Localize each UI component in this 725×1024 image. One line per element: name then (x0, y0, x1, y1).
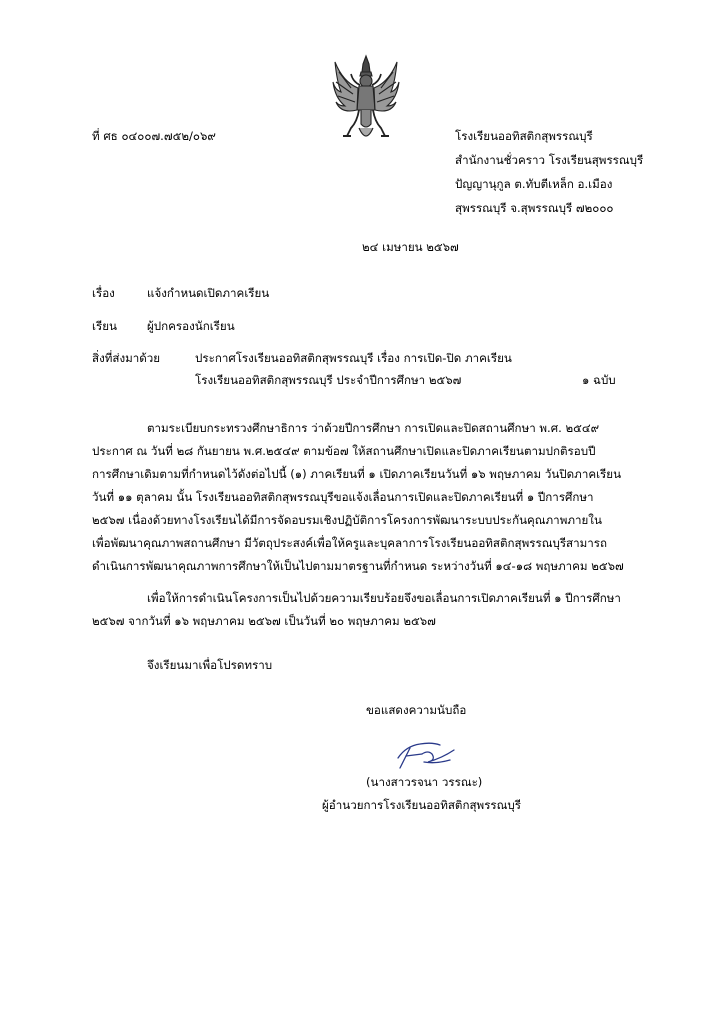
recipient-text: ผู้ปกครองนักเรียน (147, 319, 235, 333)
paragraph-1-line: ๒๕๖๗ เนื่องด้วยทางโรงเรียนได้มีการจัดอบรมเชิงปฏิบัติการโครงการพัฒนาระบบประกันคุณภาพภายใน (92, 513, 602, 527)
subject-text: แจ้งกำหนดเปิดภาคเรียน (147, 286, 270, 300)
enclosure-line-1: ประกาศโรงเรียนออทิสติกสุพรรณบุรี เรื่อง การเปิด-ปิด ภาคเรียน (195, 351, 512, 365)
sender-address-line-3: ปัญญานุกูล ต.ทับตีเหล็ก อ.เมือง (455, 177, 613, 191)
enclosure-label: สิ่งที่ส่งมาด้วย (92, 351, 161, 365)
paragraph-1-line: ดำเนินการพัฒนาคุณภาพการศึกษาให้เป็นไปตามมาตรฐานที่กำหนด ระหว่างวันที่ ๑๔-๑๘ พฤษภาคม ๒๕๖๗ (92, 559, 624, 573)
reference-number: ที่ ศธ ๐๔๐๐๗.๗๕๒/๐๖๙ (92, 129, 216, 143)
enclosure-count: ๑ ฉบับ (582, 373, 616, 387)
closing-salutation: ขอแสดงความนับถือ (366, 703, 467, 717)
garuda-emblem-icon (331, 52, 401, 147)
sender-address-line-1: โรงเรียนออทิสติกสุพรรณบุรี (455, 129, 593, 143)
enclosure-line-2: โรงเรียนออทิสติกสุพรรณบุรี ประจำปีการศึกษา ๒๕๖๗ (195, 373, 462, 387)
closing-request: จึงเรียนมาเพื่อโปรดทราบ (147, 658, 273, 672)
sender-address-line-2: สำนักงานชั่วคราว โรงเรียนสุพรรณบุรี (455, 153, 644, 167)
paragraph-1-line: วันที่ ๑๑ ตุลาคม นั้น โรงเรียนออทิสติกสุพรรณบุรีขอแจ้งเลื่อนการเปิดและปิดภาคเรียนที่ ๑ ปีการศึกษา (92, 490, 594, 504)
sender-address-line-4: สุพรรณบุรี จ.สุพรรณบุรี ๗๒๐๐๐ (455, 201, 614, 215)
handwritten-signature (392, 738, 464, 772)
paragraph-2-line: เพื่อให้การดำเนินโครงการเป็นไปด้วยความเรียบร้อยจึงขอเลื่อนการเปิดภาคเรียนที่ ๑ ปีการศึกษา (147, 591, 621, 605)
paragraph-1-line: ประกาศ ณ วันที่ ๒๘ กันยายน พ.ศ.๒๕๔๙ ตามข้อ๗ ให้สถานศึกษาเปิดและปิดภาคเรียนตามปกติรอบปี (92, 444, 596, 458)
paragraph-2-line: ๒๕๖๗ จากวันที่ ๑๖ พฤษภาคม ๒๕๖๗ เป็นวันที่ ๒๐ พฤษภาคม ๒๕๖๗ (92, 614, 436, 628)
signer-name: (นางสาวรจนา วรรณะ) (366, 775, 483, 789)
paragraph-1-line: เพื่อพัฒนาคุณภาพสถานศึกษา มีวัตถุประสงค์เพื่อให้ครูและบุคลาการโรงเรียนออทิสติกสุพรรณบุรีสามารถ (92, 536, 608, 550)
paragraph-1-line: การศึกษาเดิมตามที่กำหนดไว้ดังต่อไปนี้ (๑) ภาคเรียนที่ ๑ เปิดภาคเรียนวันที่ ๑๖ พฤษภาคม วันปิดภาคเรียน (92, 467, 621, 481)
recipient-label: เรียน (92, 319, 117, 333)
paragraph-1-line: ตามระเบียบกระทรวงศึกษาธิการ ว่าด้วยปีการศึกษา การเปิดและปิดสถานศึกษา พ.ศ. ๒๕๔๙ (147, 421, 600, 435)
signer-title: ผู้อำนวยการโรงเรียนออทิสติกสุพรรณบุรี (322, 798, 521, 812)
letter-date: ๒๔ เมษายน ๒๕๖๗ (362, 240, 459, 254)
subject-label: เรื่อง (92, 286, 115, 300)
